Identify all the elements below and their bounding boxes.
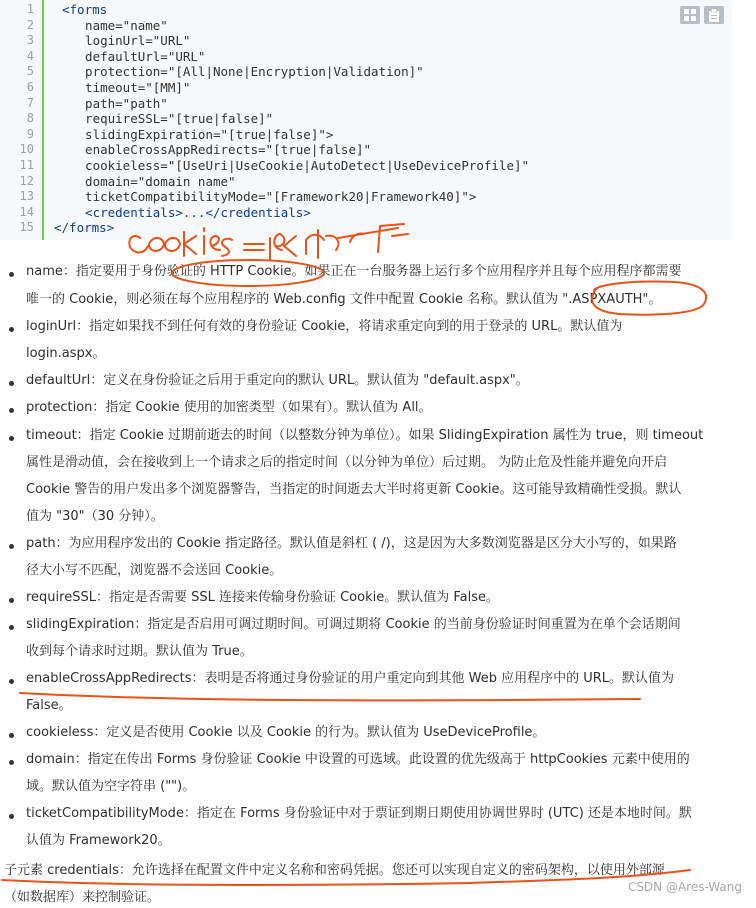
bullet-icon	[9, 733, 14, 738]
code-line: loginUrl="URL"	[70, 33, 191, 49]
line-number: 2	[26, 17, 34, 32]
line-number: 11	[19, 158, 34, 172]
item-text: loginUrl：指定如果找不到任何有效的身份验证 Cookie，将请求重定向到的用于登录的 URL。默认值为	[26, 319, 623, 334]
bullet-icon	[9, 598, 14, 603]
bullet-icon	[9, 760, 14, 765]
bullet-icon	[9, 436, 14, 441]
code-block	[0, 0, 732, 240]
code-line: <credentials>...</credentials>	[70, 204, 311, 220]
line-number: 12	[19, 173, 34, 188]
line-number: 5	[26, 64, 34, 79]
item-text: name：指定要用于身份验证的 HTTP Cookie。如果正在一台服务器上运行多个应用程序并且每个应用程序都需要	[26, 264, 682, 279]
csdn-watermark: CSDN @Ares-Wang	[627, 880, 742, 894]
item-text: ticketCompatibilityMode：指定在 Forms 身份验证中对于票证到期日期使用协调世界时 (UTC) 还是本地时间。默	[26, 806, 692, 821]
line-number: 8	[26, 111, 34, 126]
code-toolbar	[680, 6, 724, 24]
credentials-paragraph-line2: （如数据库）来控制验证。	[4, 890, 161, 905]
item-text: 唯一的 Cookie，则必须在每个应用程序的 Web.config 文件中配置 Cookie 名称。默认值为 ".ASPXAUTH"。	[26, 292, 662, 307]
line-number: 13	[19, 189, 34, 204]
item-text: Cookie 警告的用户发出多个浏览器警告，当指定的时间逝去大半时将更新 Cookie。这可能导致精确性受损。默认	[26, 482, 682, 497]
line-number: 15	[19, 220, 34, 235]
bullet-icon	[9, 679, 14, 684]
item-text: 径大小写不匹配，浏览器不会送回 Cookie。	[26, 563, 283, 578]
item-text: 域。默认值为空字符串 ("")。	[26, 779, 196, 794]
grid-icon[interactable]	[680, 6, 700, 24]
line-number: 14	[19, 204, 34, 219]
line-number: 9	[26, 126, 34, 141]
code-line: requireSSL="[true|false]"	[70, 111, 274, 127]
code-line: </forms>	[54, 220, 115, 236]
item-text: False。	[26, 698, 72, 713]
code-line: domain="domain name"	[70, 173, 236, 189]
item-text: requireSSL：指定是否需要 SSL 连接来传输身份验证 Cookie。默认值为 False。	[26, 590, 499, 605]
credentials-paragraph: 子元素 credentials：允许选择在配置文件中定义名称和密码凭据。您还可以实现自定义的密码架构，以使用外部源	[4, 863, 665, 878]
code-line: timeout="[MM]"	[70, 80, 191, 95]
code-line: slidingExpiration="[true|false]">	[70, 126, 334, 142]
item-text: cookieless：定义是否使用 Cookie 以及 Cookie 的行为。默认值为 UseDeviceProfile。	[26, 725, 546, 740]
item-text: 认值为 Framework20。	[26, 833, 171, 848]
bullet-icon	[9, 544, 14, 549]
item-text: enableCrossAppRedirects：表明是否将通过身份验证的用户重定向到其他 Web 应用程序中的 URL。默认值为	[26, 671, 675, 686]
bullet-icon	[9, 814, 14, 819]
code-line: protection="[All|None|Encryption|Validation]"	[70, 64, 424, 80]
item-text: timeout：指定 Cookie 过期前逝去的时间（以整数分钟为单位）。如果 SlidingExpiration 属性为 true，则 timeout	[26, 428, 704, 443]
bullet-icon	[9, 327, 14, 332]
code-line: path="path"	[70, 95, 168, 111]
line-number-gutter	[0, 0, 44, 240]
item-text: defaultUrl：定义在身份验证之后用于重定向的默认 URL。默认值为 "default.aspx"。	[26, 373, 529, 388]
line-number: 4	[26, 48, 34, 63]
item-text: 值为 "30"（30 分钟）。	[26, 509, 164, 524]
item-text: login.aspx。	[26, 346, 106, 361]
code-line: name="name"	[70, 17, 168, 33]
bullet-icon	[9, 408, 14, 413]
item-text: protection：指定 Cookie 使用的加密类型（如果有）。默认值为 All。	[26, 400, 432, 415]
code-line: cookieless="[UseUri|UseCookie|AutoDetect|UseDeviceProfile]"	[70, 158, 530, 173]
clipboard-icon[interactable]	[704, 6, 724, 24]
item-text: 属性是滑动值，会在接收到上一个请求之后的指定时间（以分钟为单位）后过期。 为防止危及性能并避免向开启	[26, 455, 668, 470]
bullet-icon	[9, 272, 14, 277]
item-text: 收到每个请求时过期。默认值为 True。	[26, 644, 253, 659]
bullet-icon	[9, 381, 14, 386]
bullet-icon	[9, 625, 14, 630]
item-text: path：为应用程序发出的 Cookie 指定路径。默认值是斜杠 ( /)，这是因为大多数浏览器是区分大小写的，如果路	[26, 536, 677, 551]
code-line: enableCrossAppRedirects="[true|false]"	[70, 142, 372, 158]
code-line: ticketCompatibilityMode="[Framework20|Framework40]">	[70, 189, 477, 205]
code-line: defaultUrl="URL"	[70, 48, 206, 64]
line-number: 10	[19, 142, 34, 157]
item-text: domain：指定在传出 Forms 身份验证 Cookie 中设置的可选域。此设置的优先级高于 httpCookies 元素中使用的	[26, 752, 690, 767]
item-text: slidingExpiration：指定是否启用可调过期时间。可调过期将 Cookie 的当前身份验证时间重置为在单个会话期间	[26, 617, 681, 632]
line-number: 7	[26, 95, 34, 110]
line-number: 6	[26, 80, 34, 94]
line-number: 3	[26, 33, 34, 48]
underline-enablecrossappredirects	[20, 693, 640, 700]
line-number: 1	[26, 2, 34, 16]
code-line: <forms	[62, 2, 108, 17]
